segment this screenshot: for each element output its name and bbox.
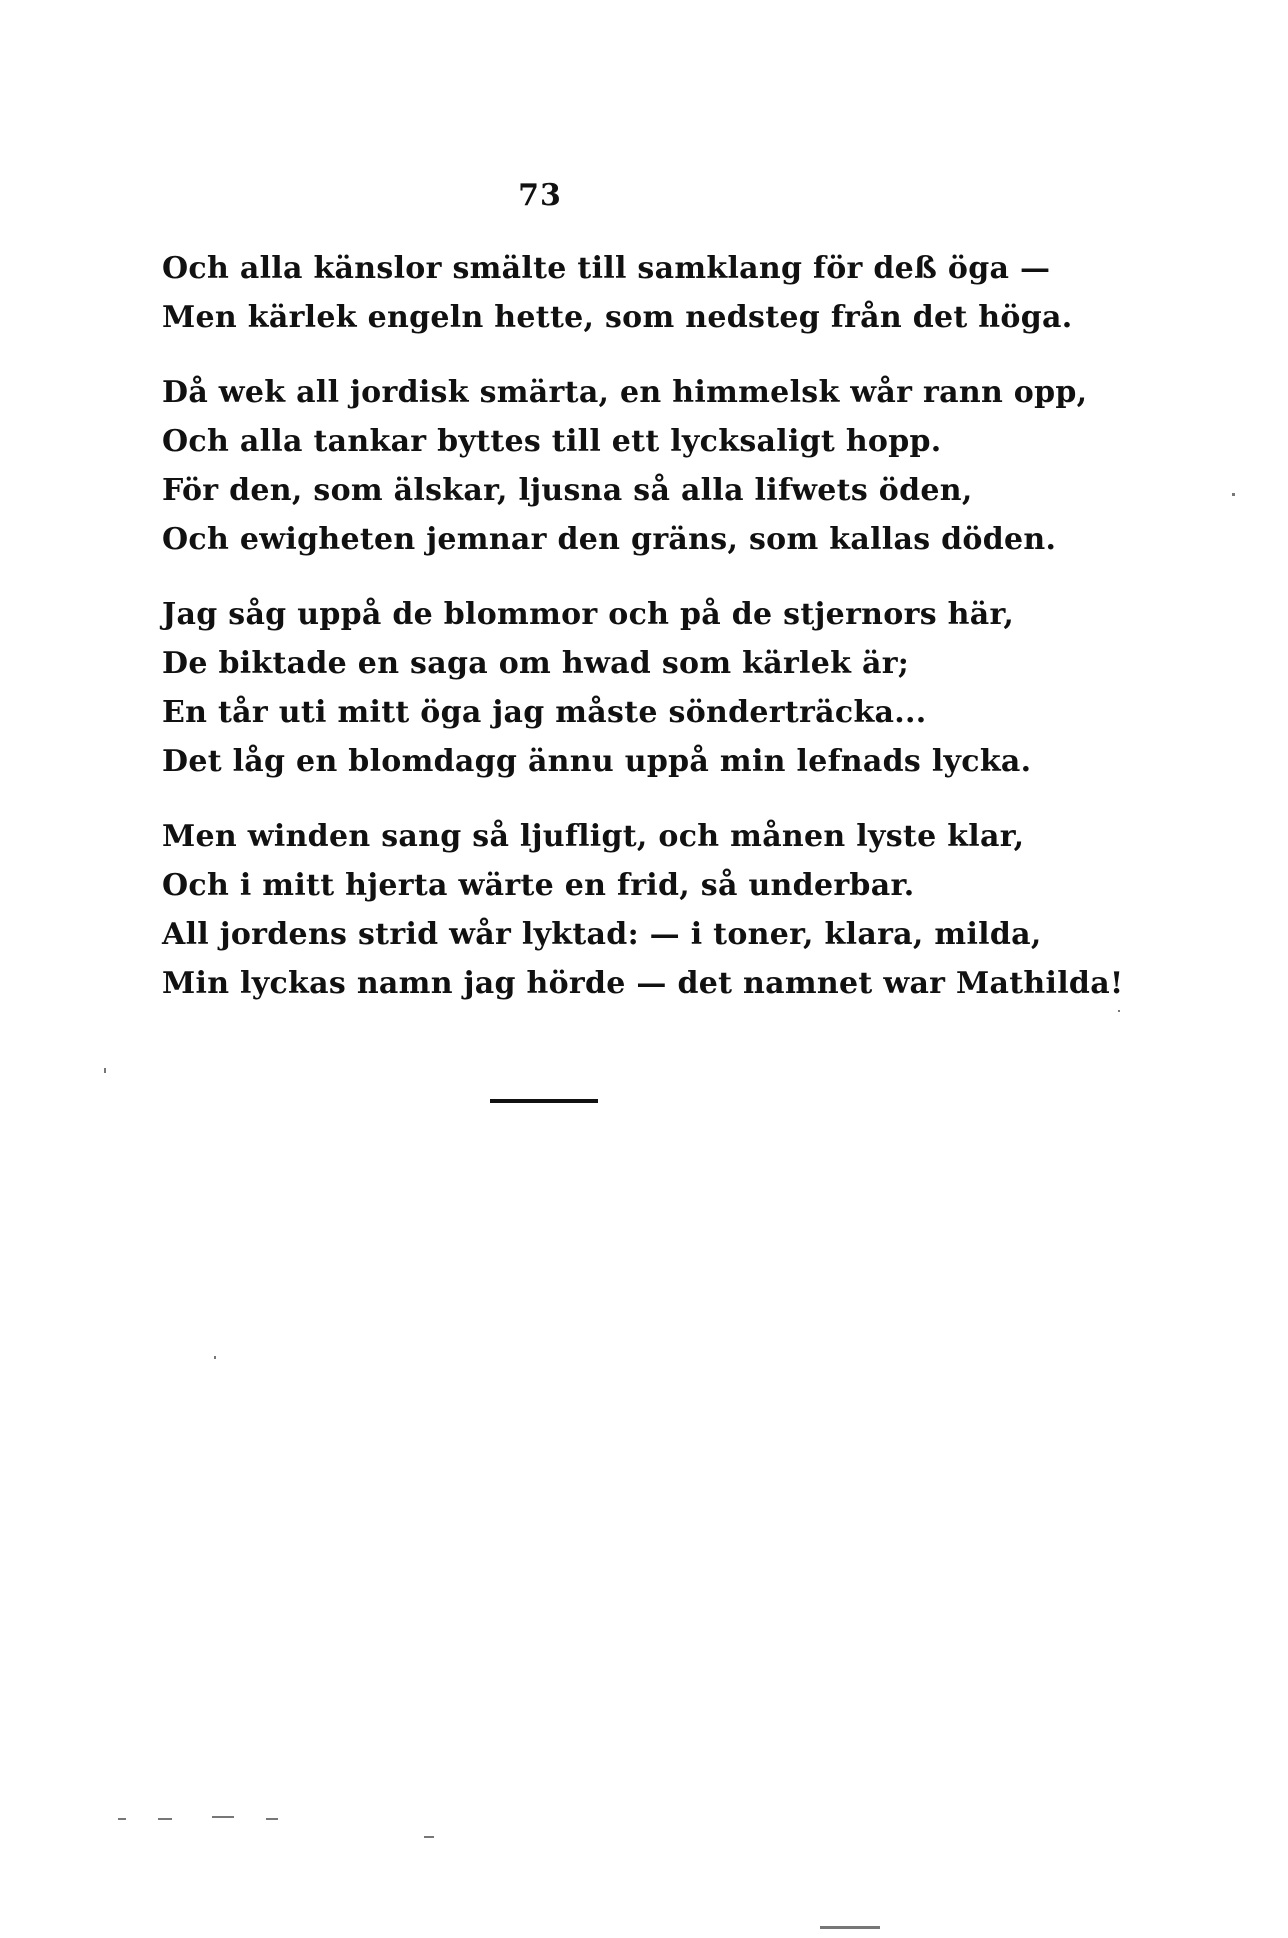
scan-speck — [212, 1816, 234, 1818]
scan-speck — [1232, 493, 1235, 496]
stanza-1 — [162, 244, 1073, 342]
scan-speck — [1118, 1010, 1120, 1012]
poem-line: Och alla känslor smälte till samklang för deß öga — — [162, 251, 1051, 286]
poem-line: En tår uti mitt öga jag måste sönderträcka... — [162, 695, 927, 730]
poem — [162, 244, 1124, 1034]
end-rule — [490, 1099, 598, 1103]
scan-speck — [118, 1818, 126, 1820]
page-number: 73 — [518, 178, 562, 213]
poem-line: Det låg en blomdagg ännu uppå min lefnads lycka. — [162, 744, 1032, 779]
scan-speck — [104, 1068, 106, 1073]
poem-line: Jag såg uppå de blommor och på de stjernors här, — [162, 597, 1015, 632]
poem-line: Och alla tankar byttes till ett lycksaligt hopp. — [162, 424, 942, 459]
stanza-4 — [162, 812, 1124, 1008]
poem-line: De biktade en saga om hwad som kärlek är; — [162, 646, 910, 681]
poem-line: Och i mitt hjerta wärte en frid, så underbar. — [162, 868, 915, 903]
poem-line: Men kärlek engeln hette, som nedsteg från det höga. — [162, 300, 1073, 335]
stanza-2 — [162, 368, 1088, 564]
scan-speck — [424, 1836, 434, 1838]
scan-speck — [158, 1818, 172, 1820]
poem-line: Och ewigheten jemnar den gräns, som kallas döden. — [162, 522, 1057, 557]
poem-line: Min lyckas namn jag hörde — det namnet war Mathilda! — [162, 966, 1124, 1001]
scan-speck — [820, 1926, 880, 1929]
stanza-3 — [162, 590, 1032, 786]
scan-speck — [266, 1818, 278, 1820]
scan-speck — [214, 1356, 216, 1359]
poem-line: Men winden sang så ljufligt, och månen lyste klar, — [162, 819, 1025, 854]
poem-line: För den, som älskar, ljusna så alla lifwets öden, — [162, 473, 973, 508]
poem-line: All jordens strid wår lyktad: — i toner, klara, milda, — [162, 917, 1042, 952]
poem-line: Då wek all jordisk smärta, en himmelsk wår rann opp, — [162, 375, 1088, 410]
